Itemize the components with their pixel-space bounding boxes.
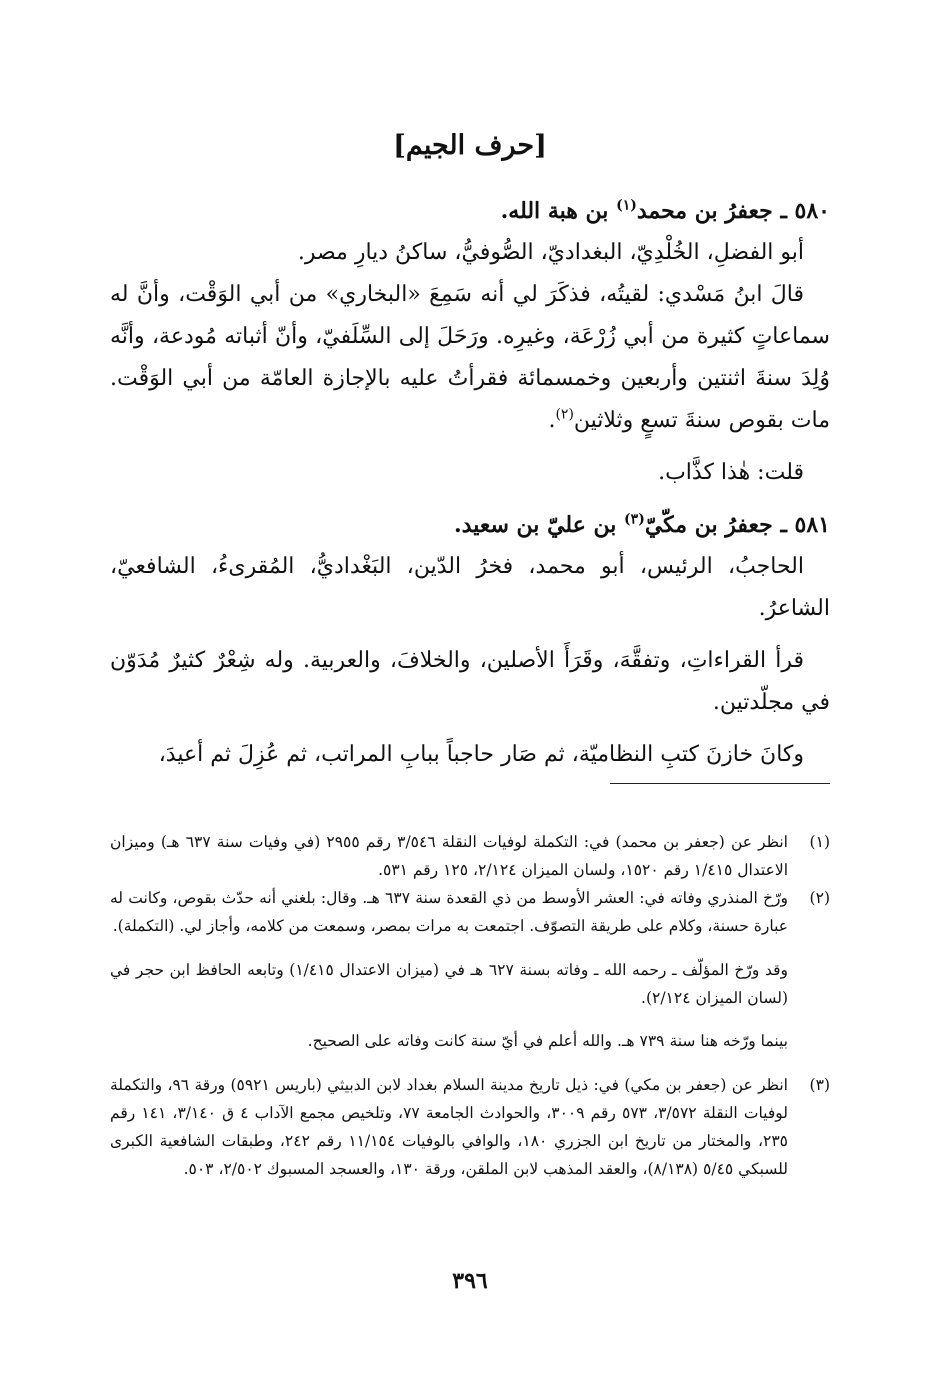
footnote-ref: (١) <box>616 197 637 214</box>
footnote-number: (٣) <box>809 1075 830 1094</box>
footnote-ref: (٣) <box>624 511 645 528</box>
entry-name: جعفرُ بن محمد <box>636 198 773 224</box>
footnote-divider <box>610 783 830 784</box>
footnote-ref: (٢) <box>555 406 574 423</box>
entry-name: جعفرُ بن مكّيّ <box>644 512 773 538</box>
entry-581-heading <box>110 504 830 546</box>
footnotes <box>110 828 830 1183</box>
entry-580-bio-end: . <box>548 408 556 433</box>
entry-580-bio-text: قالَ ابنُ مَسْدي: لقيتُه، فذكَرَ لي أنه سَمِعَ «البخاري» من أبي الوَقْت، وأنَّ له سماعاتٍ كثيرة من أبي زُرْعَة، وغيرِه. ورَحَلَ إلى السِّلَفيّ، وأنّ أثباته مُودعة، وأنَّه وُلِدَ سنةَ اثنتين وأربعين وخمسمائة فقرأتُ عليه بالإجازة العامّة من أبي الوَقْت. مات بقوص سنةَ تسعٍ وثلاثين <box>110 282 830 433</box>
entry-number: ٥٨٠ ـ <box>780 198 830 224</box>
footnote-3 <box>110 1071 830 1183</box>
page-number: ٣٩٦ <box>452 1268 488 1294</box>
footnote-number: (٢) <box>809 889 830 907</box>
entry-number: ٥٨١ ـ <box>780 512 830 538</box>
entry-name-rest: بن عليّ بن سعيد. <box>454 512 617 538</box>
entry-580-nisba: أبو الفضلِ، الخُلْدِيّ، البغداديّ، الصُّوفيُّ، ساكنُ ديارِ مصر. <box>297 240 804 265</box>
footnote-2-continuation: وقد ورّخ المؤلّف ـ رحمه الله ـ وفاته بسنة ٦٢٧ هـ في (ميزان الاعتدال ١/٤١٥) وتابعه الحافظ ابن حجر في (لسان الميزان ٢/١٢٤). <box>110 960 788 1007</box>
footnote-2-continuation: بينما ورّخه هنا سنة ٧٣٩ هـ. والله أعلم في أيّ سنة كانت وفاته على الصحيح. <box>307 1032 788 1050</box>
footnote-text: ورّخ المنذري وفاته في: العشر الأوسط من ذي القعدة سنة ٦٣٧ هـ. وقال: بلغني أنه حدّث بقوص، وكانت له عبارة حسنة، وكلام على طريقة التصوّف. اجتمعت به مرات بمصر، وسمعت من كلامه، وأجاز لي. (التكملة). <box>110 889 788 935</box>
section-title: [حرف الجيم] <box>393 130 547 161</box>
footnote-text: انظر عن (جعفر بن محمد) في: التكملة لوفيات النقلة ٣/٥٤٦ رقم ٢٩٥٥ (في وفيات سنة ٦٣٧ هـ) وميزان الاعتدال ١/٤١٥ رقم ١٥٢٠، ولسان الميزان ٢/١٢٤، ١٢٥ رقم ٥٣١. <box>110 833 788 879</box>
entry-name-rest: بن هبة الله. <box>500 198 609 224</box>
entry-580-bio <box>110 274 830 442</box>
entry-581-career: وكانَ خازنَ كتبِ النظاميّة، ثم صَار حاجباً ببابِ المراتب، ثم عُزِلَ ثم أعيدَ، <box>158 742 804 767</box>
main-text <box>110 190 830 776</box>
footnote-number: (١) <box>809 833 830 851</box>
footnote-text: انظر عن (جعفر بن مكي) في: ذيل تاريخ مدينة السلام بغداد لابن الدبيثي (باريس ٥٩٢١) ورقة ٩٦، والتكملة لوفيات النقلة ٣/٥٧٢، ٥٧٣ رقم ٣٠٠٩، والحوادث الجامعة ٧٧، وتلخيص مجمع الآداب ٤ ق ٣/١٤٠، ١٤١ رقم ٢٣٥، والمختار من تاريخ ابن الجزري ١٨٠، والوافي بالوفيات ١١/١٥٤ رقم ٢٤٢، وطبقات الشافعية الكبرى للسبكي ٥/٤٥ (٨/١٣٨)، والعقد المذهب لابن الملقن، ورقة ١٣٠، والعسجد المسبوك ٢/٥٠٢، ٥٠٣. <box>110 1075 789 1178</box>
entry-581-titles: الحاجبُ، الرئيس، أبو محمد، فخرُ الدّين، البَغْداديُّ، المُقرىءُ، الشافعيّ، الشاعرُ. <box>110 554 830 621</box>
footnote-1 <box>110 828 830 884</box>
entry-580-comment: قلت: هٰذا كذَّاب. <box>658 460 804 485</box>
footnote-2 <box>110 884 830 940</box>
entry-581-studies: قرأ القراءاتِ، وتفقَّهَ، وقَرَأَ الأصلين، والخلافَ، والعربية. وله شِعْرٌ كثيرٌ مُدَوّن في مجلّدتين. <box>110 648 830 715</box>
entry-580-heading <box>110 190 830 232</box>
